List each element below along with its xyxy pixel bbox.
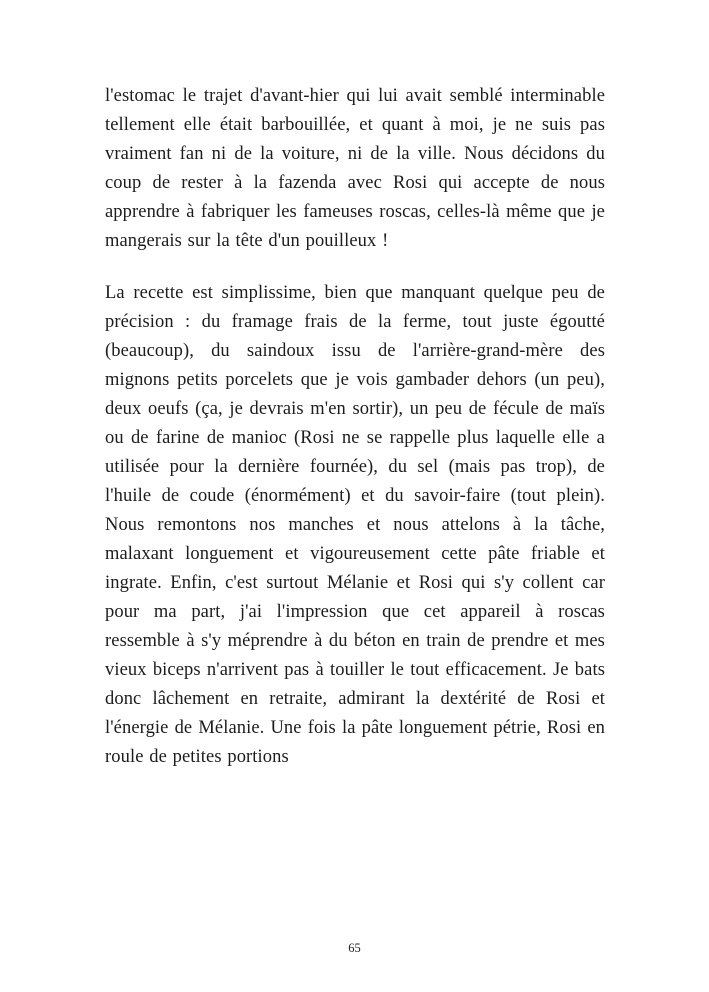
paragraph-2: La recette est simplissime, bien que manquant quelque peu de précision : du framage frais de la ferme, tout juste égoutté (beaucoup), du saindoux issu de l'arrière-grand-mère des mignons petits porcelets que je vois gambader dehors (un peu), deux oeufs (ça, je devrais m'en sortir), un peu de fécule de maïs ou de farine de manioc (Rosi ne se rappelle plus laquelle elle a utilisée pour la dernière fournée), du sel (mais pas trop), de l'huile de coude (énormément) et du savoir-faire (tout plein). Nous remontons nos manches et nous attelons à la tâche, malaxant longuement et vigoureusement cette pâte friable et ingrate. Enfin, c'est surtout Mélanie et Rosi qui s'y collent car pour ma part, j'ai l'impression que cet appareil à roscas ressemble à s'y méprendre à du béton en train de prendre et mes vieux biceps n'arrivent pas à touiller le tout efficacement. Je bats donc lâchement en retraite, admirant la dextérité de Rosi et l'énergie de Mélanie. Une fois la pâte longuement pétrie, Rosi en roule de petites portions [105, 283, 605, 767]
page-body [105, 82, 605, 795]
paragraph-1: l'estomac le trajet d'avant-hier qui lui avait semblé interminable tellement elle était barbouillée, et quant à moi, je ne suis pas vraiment fan ni de la voiture, ni de la ville. Nous décidons du coup de rester à la fazenda avec Rosi qui accepte de nous apprendre à fabriquer les fameuses roscas, celles-là même que je mangerais sur la tête d'un pouilleux ! [105, 86, 605, 251]
page-number: 65 [348, 941, 361, 955]
